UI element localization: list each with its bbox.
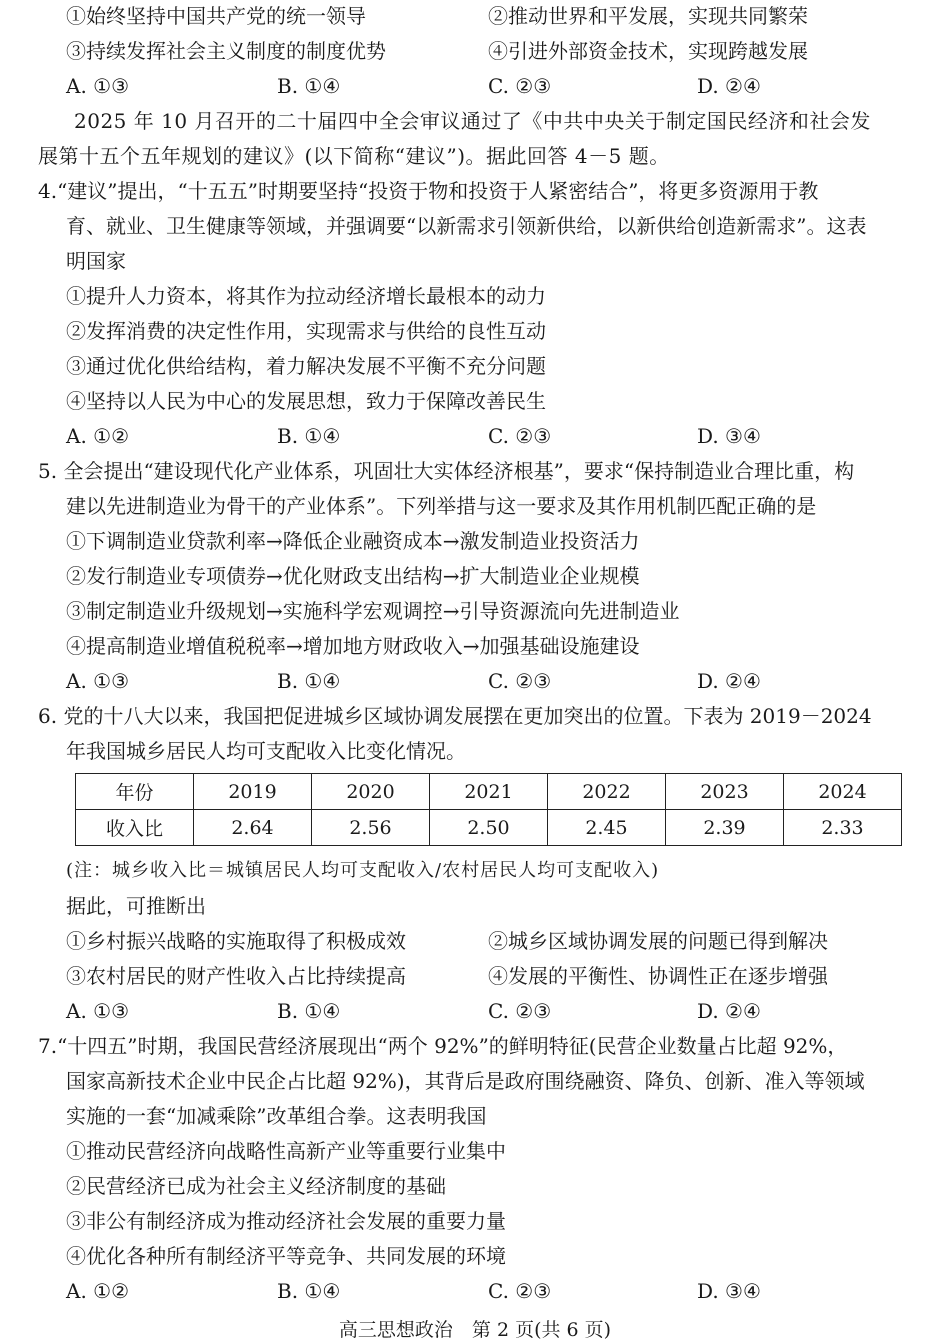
table-cell-ratio: 2.64 — [194, 810, 312, 846]
q6-statement-4: ④发展的平衡性、协调性正在逐步增强 — [488, 964, 828, 988]
q5-statement-1: ①下调制造业贷款利率→降低企业融资成本→激发制造业投资活力 — [66, 529, 640, 553]
table-cell-year: 2021 — [430, 774, 548, 810]
q4-stem-line-3: 明国家 — [66, 249, 126, 273]
q7-choice-a: A. ①② — [66, 1279, 130, 1303]
q7-statement-3: ③非公有制经济成为推动经济社会发展的重要力量 — [66, 1209, 506, 1233]
table-row-year — [76, 774, 902, 810]
table-cell-ratio: 2.33 — [784, 810, 902, 846]
prev-statement-4: ④引进外部资金技术，实现跨越发展 — [488, 39, 808, 63]
prev-statement-1: ①始终坚持中国共产党的统一领导 — [66, 4, 366, 28]
q4-choice-b: B. ①④ — [277, 424, 341, 448]
page-footer: 高三思想政治 第 2 页(共 6 页) — [338, 1319, 612, 1341]
q6-statement-3: ③农村居民的财产性收入占比持续提高 — [66, 964, 406, 988]
q4-stem-line-2: 育、就业、卫生健康等领域，并强调要“以新需求引领新供给，以新供给创造新需求”。这表 — [66, 214, 867, 238]
q4-statement-2: ②发挥消费的决定性作用，实现需求与供给的良性互动 — [66, 319, 546, 343]
q5-choice-c: C. ②③ — [488, 669, 552, 693]
q7-choice-c: C. ②③ — [488, 1279, 552, 1303]
q5-statement-2: ②发行制造业专项债券→优化财政支出结构→扩大制造业企业规模 — [66, 564, 640, 588]
q4-choice-a: A. ①② — [66, 424, 130, 448]
q7-stem-line-3: 实施的一套“加减乘除”改革组合拳。这表明我国 — [66, 1104, 487, 1128]
q4-statement-3: ③通过优化供给结构，着力解决发展不平衡不充分问题 — [66, 354, 546, 378]
q7-statement-4: ④优化各种所有制经济平等竞争、共同发展的环境 — [66, 1244, 506, 1268]
intro-line-2: 展第十五个五年规划的建议》(以下简称“建议”)。据此回答 4－5 题。 — [38, 144, 670, 168]
q4-choice-d: D. ③④ — [697, 424, 761, 448]
table-cell-year: 2020 — [312, 774, 430, 810]
q4-statement-1: ①提升人力资本，将其作为拉动经济增长最根本的动力 — [66, 284, 546, 308]
q5-statement-3: ③制定制造业升级规划→实施科学宏观调控→引导资源流向先进制造业 — [66, 599, 680, 623]
q5-choice-a: A. ①③ — [66, 669, 130, 693]
q6-statement-1: ①乡村振兴战略的实施取得了积极成效 — [66, 929, 406, 953]
q4-stem-line-1: 4.“建议”提出，“十五五”时期要坚持“投资于物和投资于人紧密结合”，将更多资源用于教 — [38, 179, 819, 203]
q5-statement-4: ④提高制造业增值税税率→增加地方财政收入→加强基础设施建设 — [66, 634, 640, 658]
table-cell-ratio: 2.39 — [666, 810, 784, 846]
q6-statement-2: ②城乡区域协调发展的问题已得到解决 — [488, 929, 828, 953]
q5-choice-d: D. ②④ — [697, 669, 761, 693]
intro-line-1: 2025 年 10 月召开的二十届四中全会审议通过了《中共中央关于制定国民经济和社会发 — [74, 109, 871, 133]
q4-choice-c: C. ②③ — [488, 424, 552, 448]
prev-choice-d: D. ②④ — [697, 74, 761, 98]
income-ratio-table — [75, 773, 902, 846]
table-cell-year: 2023 — [666, 774, 784, 810]
prev-choice-a: A. ①③ — [66, 74, 130, 98]
q5-choice-b: B. ①④ — [277, 669, 341, 693]
q7-choice-b: B. ①④ — [277, 1279, 341, 1303]
q6-lead: 据此，可推断出 — [66, 894, 206, 918]
q6-note: (注：城乡收入比＝城镇居民人均可支配收入/农村居民人均可支配收入) — [66, 860, 660, 881]
q5-stem-line-1: 5. 全会提出“建设现代化产业体系，巩固壮大实体经济根基”，要求“保持制造业合理比重，构 — [38, 459, 855, 483]
q7-statement-2: ②民营经济已成为社会主义经济制度的基础 — [66, 1174, 446, 1198]
q7-statement-1: ①推动民营经济向战略性高新产业等重要行业集中 — [66, 1139, 506, 1163]
table-cell-year: 2022 — [548, 774, 666, 810]
table-row-ratio — [76, 810, 902, 846]
prev-statement-2: ②推动世界和平发展，实现共同繁荣 — [488, 4, 808, 28]
table-cell-year: 2024 — [784, 774, 902, 810]
table-cell-ratio: 2.50 — [430, 810, 548, 846]
q7-stem-line-2: 国家高新技术企业中民企占比超 92%)，其背后是政府围绕融资、降负、创新、准入等领域 — [66, 1069, 865, 1093]
table-cell-ratio: 2.56 — [312, 810, 430, 846]
q5-stem-line-2: 建以先进制造业为骨干的产业体系”。下列举措与这一要求及其作用机制匹配正确的是 — [66, 494, 817, 518]
prev-statement-3: ③持续发挥社会主义制度的制度优势 — [66, 39, 386, 63]
q7-choice-d: D. ③④ — [697, 1279, 761, 1303]
q6-stem-line-1: 6. 党的十八大以来，我国把促进城乡区域协调发展摆在更加突出的位置。下表为 2019－2024 — [38, 704, 872, 728]
table-header-year: 年份 — [76, 774, 194, 810]
table-cell-year: 2019 — [194, 774, 312, 810]
prev-choice-c: C. ②③ — [488, 74, 552, 98]
q6-stem-line-2: 年我国城乡居民人均可支配收入比变化情况。 — [66, 739, 466, 763]
q6-choice-d: D. ②④ — [697, 999, 761, 1023]
q6-choice-b: B. ①④ — [277, 999, 341, 1023]
q4-statement-4: ④坚持以人民为中心的发展思想，致力于保障改善民生 — [66, 389, 546, 413]
q7-stem-line-1: 7.“十四五”时期，我国民营经济展现出“两个 92%”的鲜明特征(民营企业数量占比超 92%， — [38, 1034, 848, 1058]
table-cell-ratio: 2.45 — [548, 810, 666, 846]
q6-choice-c: C. ②③ — [488, 999, 552, 1023]
table-header-ratio: 收入比 — [76, 810, 194, 846]
prev-choice-b: B. ①④ — [277, 74, 341, 98]
q6-choice-a: A. ①③ — [66, 999, 130, 1023]
